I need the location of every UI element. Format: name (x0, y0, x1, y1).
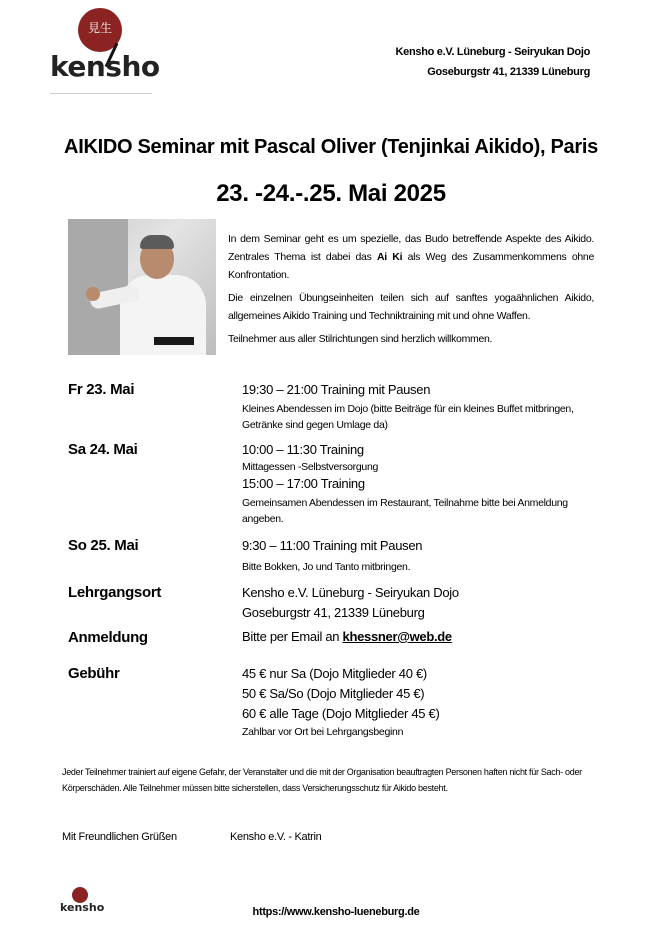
fee-note: Zahlbar vor Ort bei Lehrgangsbeginn (242, 726, 404, 738)
seminar-date: 23. -24.-.25. Mai 2025 (216, 180, 446, 207)
fee-line-1: 45 € nur Sa (Dojo Mitglieder 40 €) (242, 666, 427, 681)
intro-paragraph-3: Teilnehmer aus aller Stilrichtungen sind herzlich willkommen. (228, 333, 493, 345)
saturday-time-2: 15:00 – 17:00 Training (242, 476, 365, 491)
intro-paragraph-1: In dem Seminar geht es um spezielle, das Budo betreffende Aspekte des Aikido. Zentrales Thema ist dabei das Ai Ki als Weg des Zusammenkommens ohne Konfrontation. (228, 233, 595, 281)
photo-belt (154, 337, 194, 345)
saturday-note-2: Gemeinsamen Abendessen im Restaurant, Teilnahme bitte bei Anmeldung angeben. (242, 497, 568, 525)
seminar-title: AIKIDO Seminar mit Pascal Oliver (Tenjinkai Aikido), Paris (64, 136, 598, 158)
venue-line-1: Kensho e.V. Lüneburg - Seiryukan Dojo (242, 585, 459, 600)
friday-details (242, 381, 602, 433)
fee-details (242, 664, 602, 740)
header-address-line1: Kensho e.V. Lüneburg - Seiryukan Dojo (395, 46, 590, 58)
friday-label: Fr 23. Mai (68, 381, 135, 398)
closing-sender: Kensho e.V. - Katrin (230, 831, 322, 843)
signup-details (242, 628, 602, 646)
saturday-label: Sa 24. Mai (68, 441, 138, 458)
intro-paragraph-2: Die einzelnen Übungseinheiten teilen sich auf sanftes yogaähnlichen Aikido, allgemeines Aikido Training und Techniktraining mit und ohne Waffen. (228, 292, 594, 322)
footer-logo-wordmark: kensho (60, 901, 105, 914)
signup-text: Bitte per Email an (242, 629, 343, 644)
intro-text (228, 230, 594, 353)
photo-hair (140, 235, 174, 249)
saturday-time-1: 10:00 – 11:30 Training (242, 442, 364, 457)
header-address (396, 42, 590, 82)
venue-line-2: Goseburgstr 41, 21339 Lüneburg (242, 605, 425, 620)
sunday-time: 9:30 – 11:00 Training mit Pausen (242, 538, 423, 553)
friday-note: Kleines Abendessen im Dojo (bitte Beiträge für ein kleines Buffet mitbringen, Getränke sind gegen Umlage da) (242, 403, 574, 431)
venue-label: Lehrgangsort (68, 584, 162, 601)
instructor-photo (68, 219, 216, 355)
closing-greeting: Mit Freundlichen Grüßen (62, 831, 177, 843)
kensho-logo (50, 8, 160, 88)
signup-email-link[interactable]: khessner@web.de (342, 629, 452, 644)
fee-line-2: 50 € Sa/So (Dojo Mitglieder 45 €) (242, 686, 425, 701)
header-address-line2: Goseburgstr 41, 21339 Lüneburg (427, 66, 590, 78)
venue-details (242, 583, 602, 623)
signup-label: Anmeldung (68, 629, 148, 646)
friday-time: 19:30 – 21:00 Training mit Pausen (242, 382, 431, 397)
ai-ki-emphasis: Ai Ki (376, 251, 403, 263)
liability-disclaimer: Jeder Teilnehmer trainiert auf eigene Gefahr, der Veranstalter und die mit der Organisation beauftragten Personen haften nicht für Sach- oder Körperschäden. Alle Teilnehmer müssen bitte sicherstellen, dass Versicherungsschutz für Aikido besteht. (62, 767, 582, 793)
fee-label: Gebühr (68, 665, 120, 682)
logo-wordmark: kensho (50, 50, 160, 83)
sunday-label: So 25. Mai (68, 537, 139, 554)
photo-hand (86, 287, 100, 301)
logo-kanji: 見生 (87, 21, 112, 35)
saturday-details (242, 441, 602, 527)
website-link[interactable]: https://www.kensho-lueneburg.de (252, 906, 420, 918)
sunday-details (242, 537, 602, 575)
saturday-note-1: Mittagessen -Selbstversorgung (242, 461, 379, 473)
sunday-note: Bitte Bokken, Jo und Tanto mitbringen. (242, 561, 411, 573)
logo-underline (50, 93, 152, 94)
fee-line-3: 60 € alle Tage (Dojo Mitglieder 45 €) (242, 706, 440, 721)
